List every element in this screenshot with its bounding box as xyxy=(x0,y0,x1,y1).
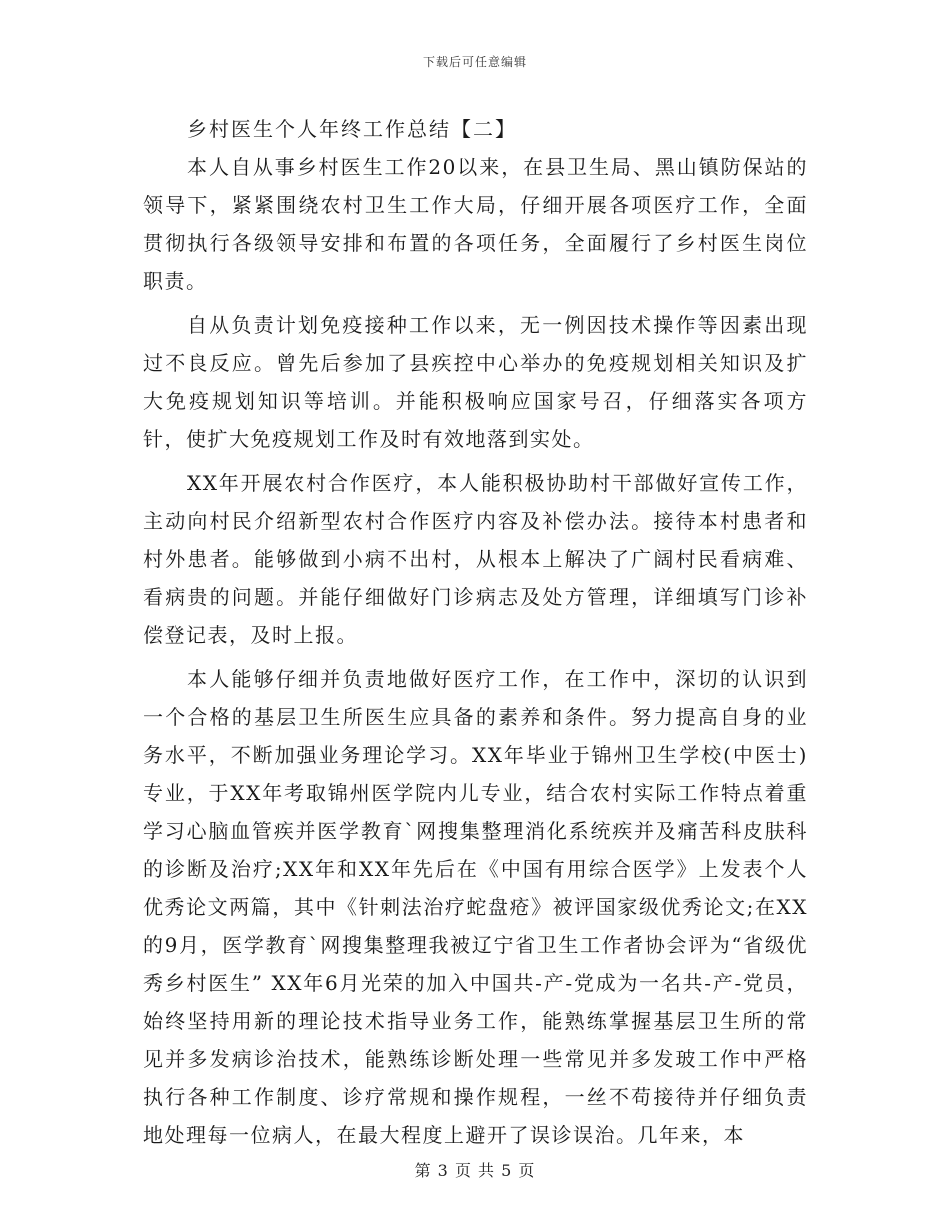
page-number: 第 3 页 共 5 页 xyxy=(414,1161,536,1180)
document-body xyxy=(143,110,808,1154)
paragraph-3: XX年开展农村合作医疗，本人能积极协助村干部做好宣传工作，主动向村民介绍新型农村合作医疗内容及补偿办法。接待本村患者和村外患者。能够做到小病不出村，从根本上解决了广阔村民看病难、看病贵的问题。并能仔细做好门诊病志及处方管理，详细填写门诊补偿登记表，及时上报。 xyxy=(143,471,808,647)
paragraph-4: 本人能够仔细并负责地做好医疗工作，在工作中，深切的认识到一个合格的基层卫生所医生应具备的素养和条件。努力提高自身的业务水平，不断加强业务理论学习。XX年毕业于锦州卫生学校(中医士)专业，于XX年考取锦州医学院内儿专业，结合农村实际工作特点着重学习心脑血管疾并医学教育`网搜集整理消化系统疾并及痛苦科皮肤科的诊断及治疗;XX年和XX年先后在《中国有用综合医学》上发表个人优秀论文两篇，其中《针刺法治疗蛇盘疮》被评国家级优秀论文;在XX的9月，医学教育`网搜集整理我被辽宁省卫生工作者协会评为“省级优秀乡村医生” XX年6月光荣的加入中国共-产-党成为一名共-产-党员，始终坚持用新的理论技术指导业务工作，能熟练掌握基层卫生所的常见并多发病诊治技术，能熟练诊断处理一些常见并多发玻工作中严格执行各种工作制度、诊疗常规和操作规程，一丝不苟接待并仔细负责地处理每一位病人，在最大程度上避开了误诊误治。几年来，本 xyxy=(143,667,808,1147)
header-note: 下载后可任意编辑 xyxy=(422,55,527,69)
paragraph-1: 本人自从事乡村医生工作20以来，在县卫生局、黑山镇防保站的领导下，紧紧围绕农村卫生工作大局，仔细开展各项医疗工作，全面贯彻执行各级领导安排和布置的各项任务，全面履行了乡村医生岗位职责。 xyxy=(143,155,808,293)
paragraph-2: 自从负责计划免疫接种工作以来，无一例因技术操作等因素出现过不良反应。曾先后参加了县疾控中心举办的免疫规划相关知识及扩大免疫规划知识等培训。并能积极响应国家号召，仔细落实各项方针，使扩大免疫规划工作及时有效地落到实处。 xyxy=(143,313,808,451)
document-title: 乡村医生个人年终工作总结【二】 xyxy=(187,117,517,141)
